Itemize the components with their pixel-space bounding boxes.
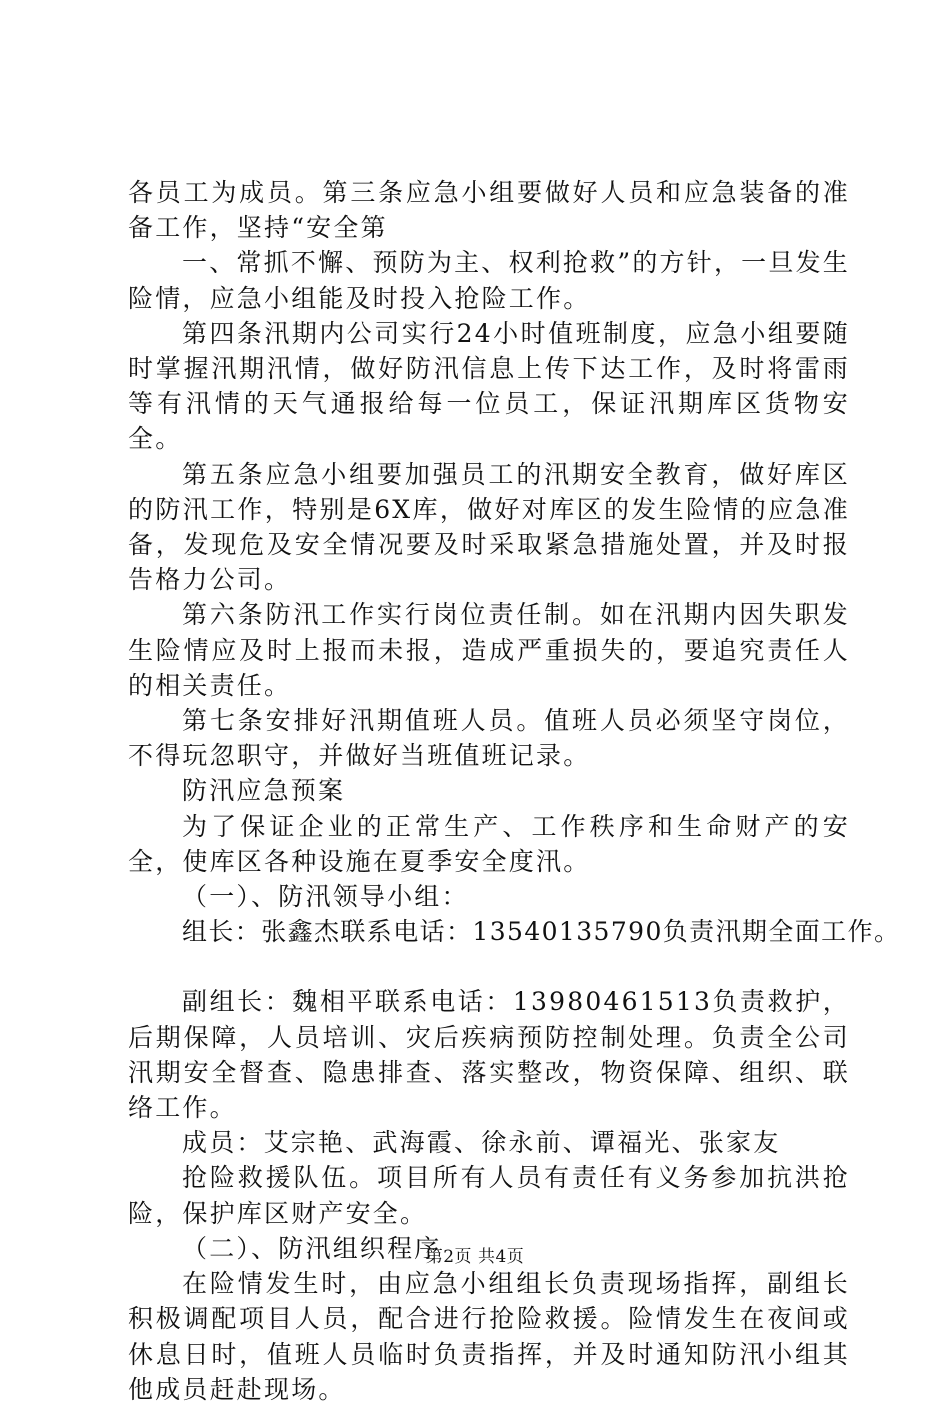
section-heading-leadership: （一）、防汛领导小组： bbox=[182, 882, 469, 912]
section-heading-procedure: （二）、防汛组织程序 bbox=[182, 1233, 442, 1263]
document-body bbox=[128, 175, 901, 1407]
paragraph-procedure: 在险情发生时，由应急小组组长负责现场指挥，副组长积极调配项目人员，配合进行抢险救援。险情发生在夜间或休息日时，值班人员临时负责指挥，并及时通知防汛小组其他成员赶赴现场。 bbox=[128, 1269, 850, 1404]
paragraph-group-leader: 组长：张鑫杰联系电话：13540135790负责汛期全面工作。 bbox=[182, 917, 901, 947]
paragraph-article-4: 第四条汛期内公司实行24小时值班制度，应急小组要随时掌握汛期汛情，做好防汛信息上传下达工作，及时将雷雨等有汛情的天气通报给每一位员工，保证汛期库区货物安全。 bbox=[128, 318, 850, 454]
paragraph-article-7: 第七条安排好汛期值班人员。值班人员必须坚守岗位，不得玩忽职守，并做好当班值班记录。 bbox=[128, 706, 850, 771]
paragraph-rescue-team: 抢险救援队伍。项目所有人员有责任有义务参加抗洪抢险，保护库区财产安全。 bbox=[128, 1163, 850, 1228]
paragraph-continuation: 各员工为成员。第三条应急小组要做好人员和应急装备的准备工作，坚持“安全第 bbox=[128, 178, 850, 243]
paragraph-plan-purpose: 为了保证企业的正常生产、工作秩序和生命财产的安全，使库区各种设施在夏季安全度汛。 bbox=[128, 811, 850, 876]
paragraph-article-6: 第六条防汛工作实行岗位责任制。如在汛期内因失职发生险情应及时上报而未报，造成严重损失的，要追究责任人的相关责任。 bbox=[128, 600, 850, 700]
section-heading-plan: 防汛应急预案 bbox=[182, 776, 346, 806]
page-number-footer: 第2页 共4页 bbox=[425, 1247, 525, 1267]
paragraph-policy: 一、常抓不懈、预防为主、权利抢救”的方针，一旦发生险情，应急小组能及时投入抢险工作。 bbox=[128, 248, 850, 313]
paragraph-article-5: 第五条应急小组要加强员工的汛期安全教育，做好库区的防汛工作，特别是6X库，做好对库区的发生险情的应急准备，发现危及安全情况要及时采取紧急措施处置，并及时报告格力公司。 bbox=[128, 459, 850, 595]
paragraph-members: 成员：艾宗艳、武海霞、徐永前、谭福光、张家友 bbox=[182, 1128, 781, 1158]
paragraph-deputy-leader: 副组长：魏相平联系电话：13980461513负责救护，后期保障，人员培训、灾后疾病预防控制处理。负责全公司汛期安全督查、隐患排查、落实整改，物资保障、组织、联络工作。 bbox=[128, 987, 850, 1123]
